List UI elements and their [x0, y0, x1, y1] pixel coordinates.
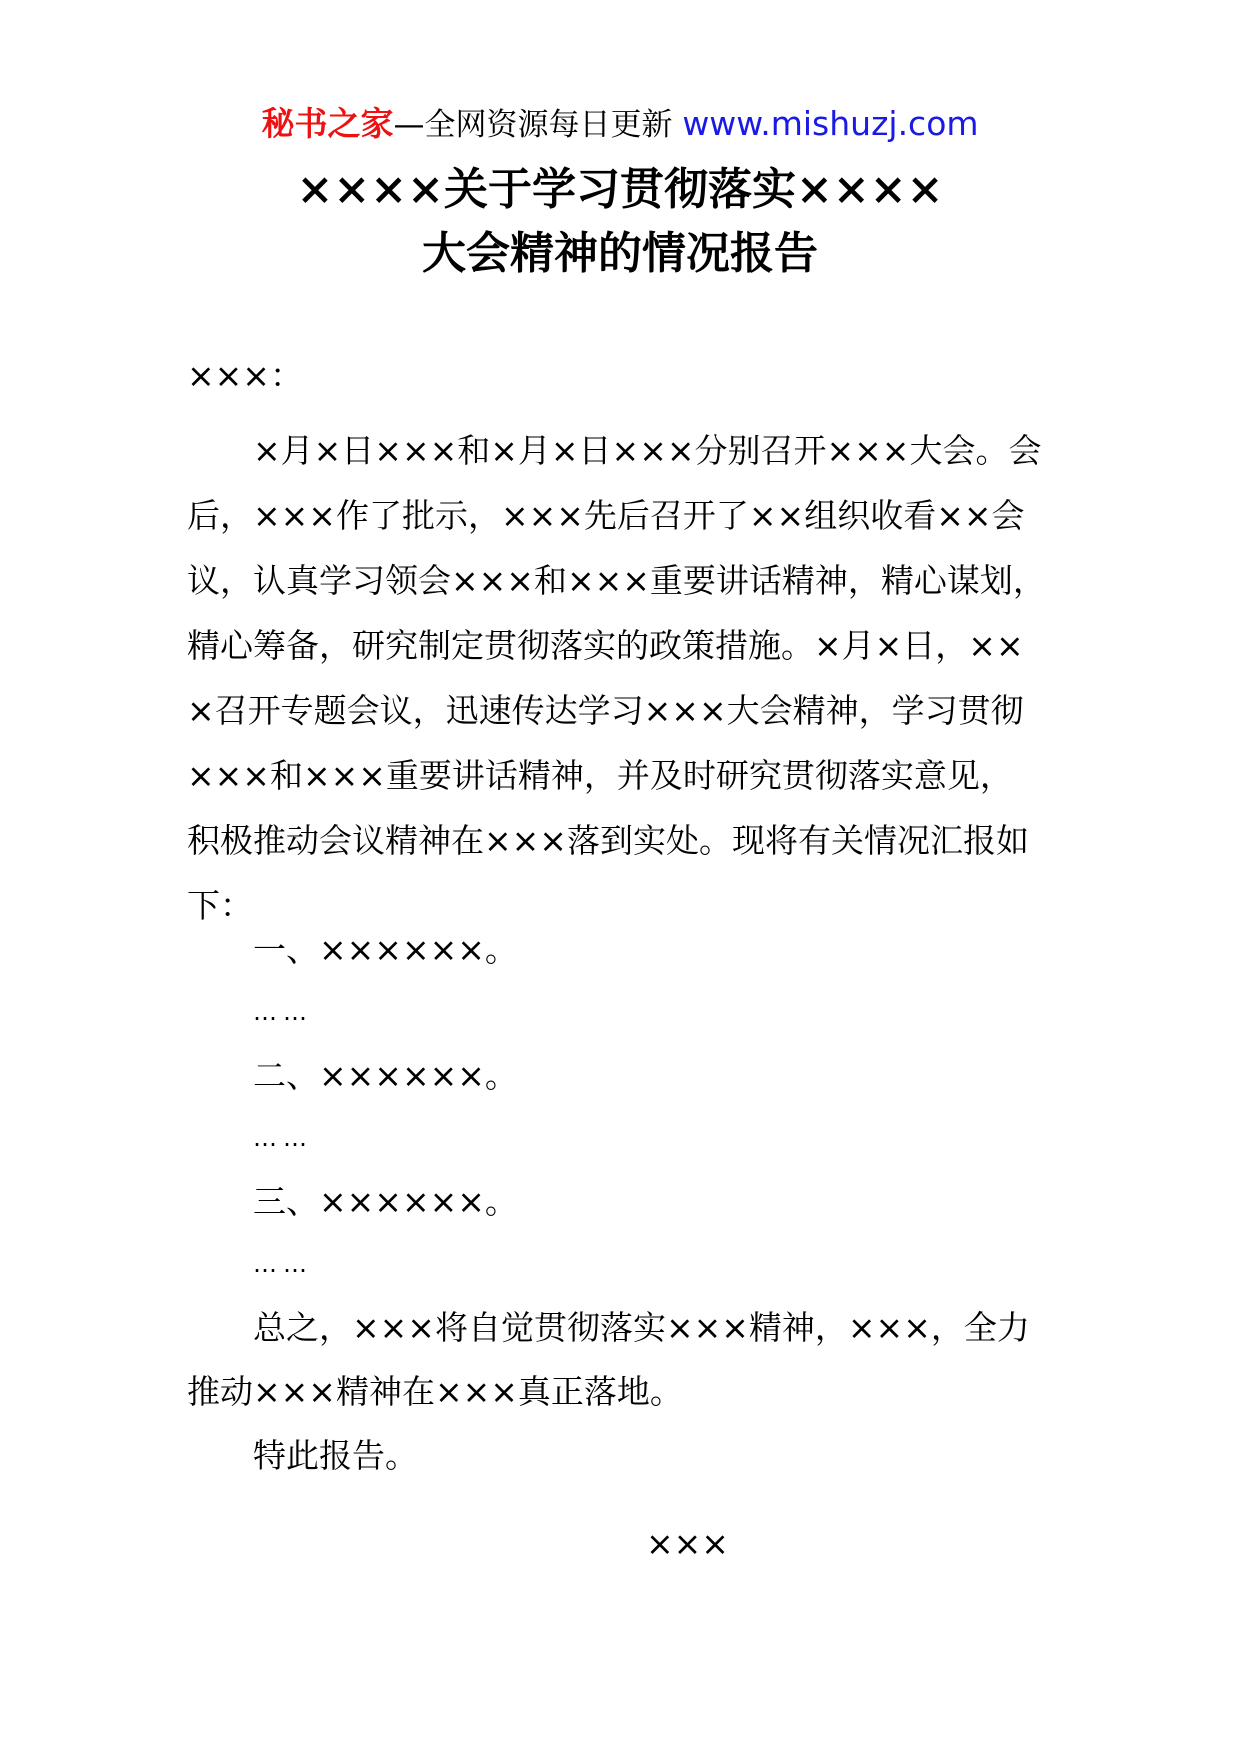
site-tagline: —全网资源每日更新	[393, 107, 683, 143]
section-heading-1: 一、××××××。	[253, 930, 518, 969]
section-heading-2: 二、××××××。	[253, 1056, 518, 1095]
conclusion-line-2: 推动×××精神在×××真正落地。	[187, 1372, 683, 1411]
salutation: ×××：	[187, 356, 303, 395]
site-header	[0, 102, 1240, 147]
section-ellipsis-3: ……	[253, 1250, 313, 1278]
paragraph-line: 积极推动会议精神在×××落到实处。现将有关情况汇报如	[187, 821, 1029, 860]
paragraph-line: 议，认真学习领会×××和×××重要讲话精神，精心谋划，	[187, 561, 1046, 600]
site-url-link[interactable]: www.mishuzj.com	[682, 104, 979, 143]
paragraph-line: 精心筹备，研究制定贯彻落实的政策措施。×月×日，××	[187, 626, 1024, 665]
conclusion-line-1: 总之，×××将自觉贯彻落实×××精神，×××，全力	[253, 1308, 1030, 1347]
paragraph-line: ×××和×××重要讲话精神，并及时研究贯彻落实意见，	[187, 756, 1013, 795]
section-heading-3: 三、××××××。	[253, 1182, 518, 1221]
paragraph-line: ×召开专题会议，迅速传达学习×××大会精神，学习贯彻	[187, 691, 1024, 730]
document-title-line-1: ××××关于学习贯彻落实××××	[296, 164, 944, 215]
paragraph-line: 下：	[187, 886, 253, 925]
document-title-line-2: 大会精神的情况报告	[422, 228, 818, 279]
paragraph-line: 后，×××作了批示，×××先后召开了××组织收看××会	[187, 496, 1025, 535]
site-name: 秘书之家	[261, 104, 394, 143]
signature: ×××	[646, 1524, 729, 1563]
closing-text: 特此报告。	[253, 1436, 418, 1475]
paragraph-line: ×月×日×××和×月×日×××分别召开×××大会。会	[253, 431, 1042, 470]
intro-paragraph	[187, 418, 1077, 938]
section-ellipsis-1: ……	[253, 998, 313, 1026]
section-ellipsis-2: ……	[253, 1124, 313, 1152]
